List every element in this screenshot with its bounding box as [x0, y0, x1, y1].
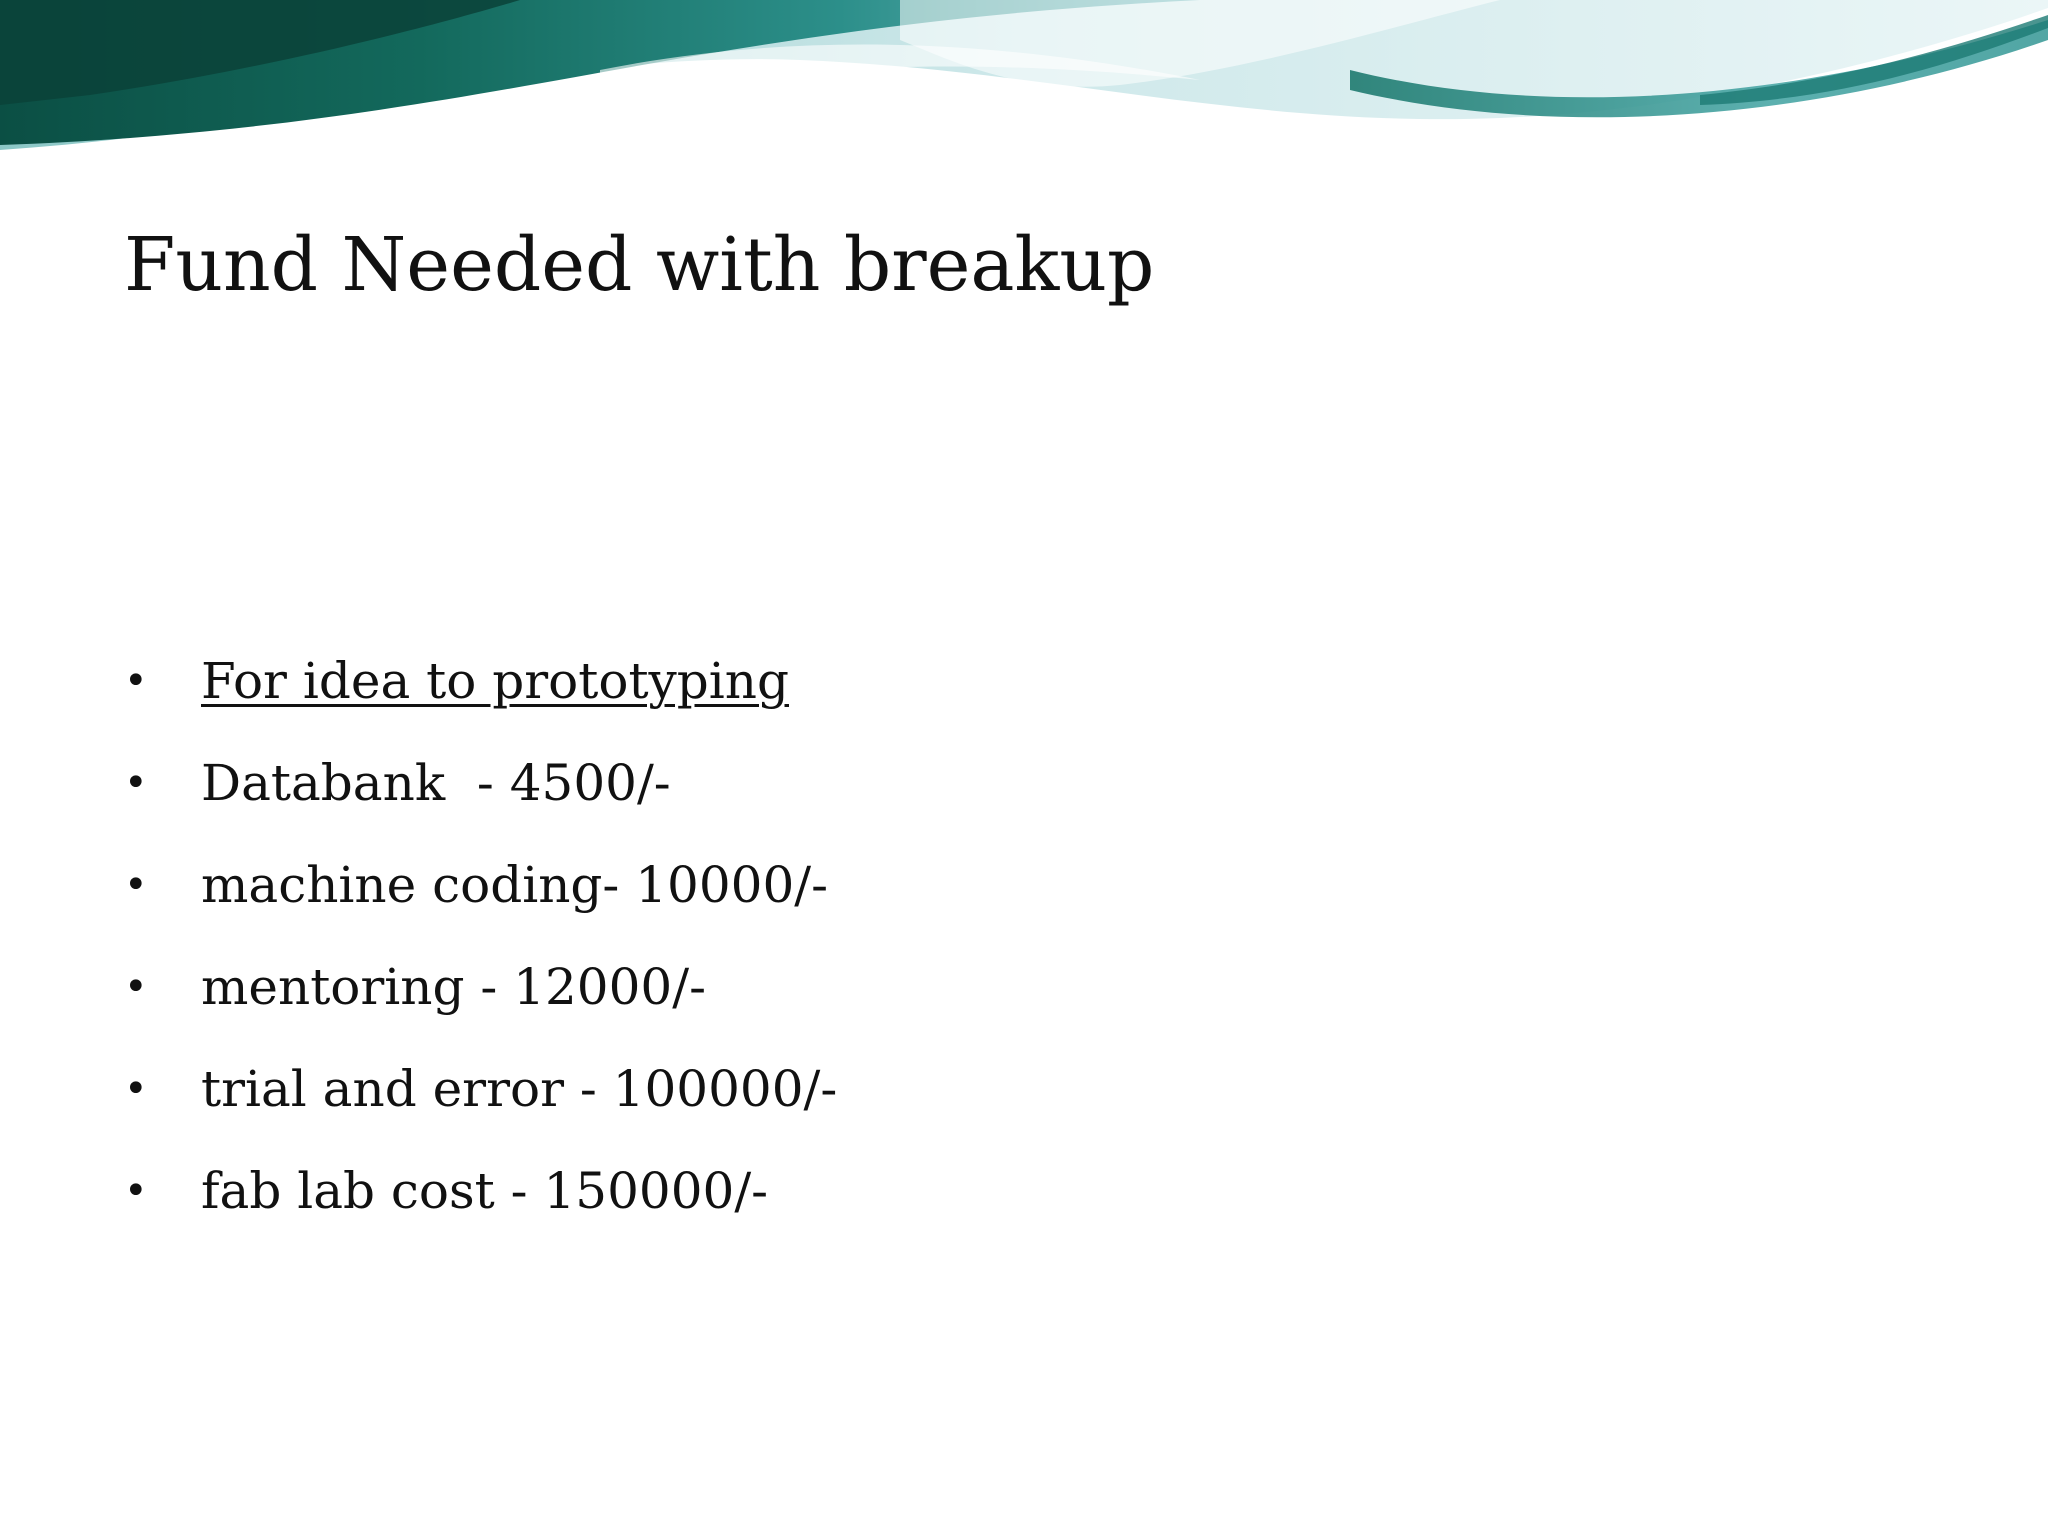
slide-title: Fund Needed with breakup: [124, 222, 1155, 308]
list-item: [124, 630, 837, 732]
bullet-text: mentoring - 12000/-: [201, 958, 706, 1016]
list-item: [124, 1140, 837, 1242]
bullet-text: machine coding- 10000/-: [201, 856, 829, 914]
list-item: [124, 936, 837, 1038]
bullet-text: Databank - 4500/-: [201, 754, 671, 812]
bullet-icon: •: [124, 1066, 148, 1112]
bullet-text: fab lab cost - 150000/-: [201, 1162, 769, 1220]
bullet-list: [124, 630, 837, 1242]
list-item: [124, 732, 837, 834]
bullet-icon: •: [124, 964, 148, 1010]
bullet-text-heading: For idea to prototyping: [201, 652, 789, 710]
bullet-text: trial and error - 100000/-: [201, 1060, 838, 1118]
header-wave-graphic: [0, 0, 2048, 170]
bullet-icon: •: [124, 658, 148, 704]
list-item: [124, 834, 837, 936]
bullet-icon: •: [124, 760, 148, 806]
bullet-icon: •: [124, 1168, 148, 1214]
bullet-icon: •: [124, 862, 148, 908]
list-item: [124, 1038, 837, 1140]
